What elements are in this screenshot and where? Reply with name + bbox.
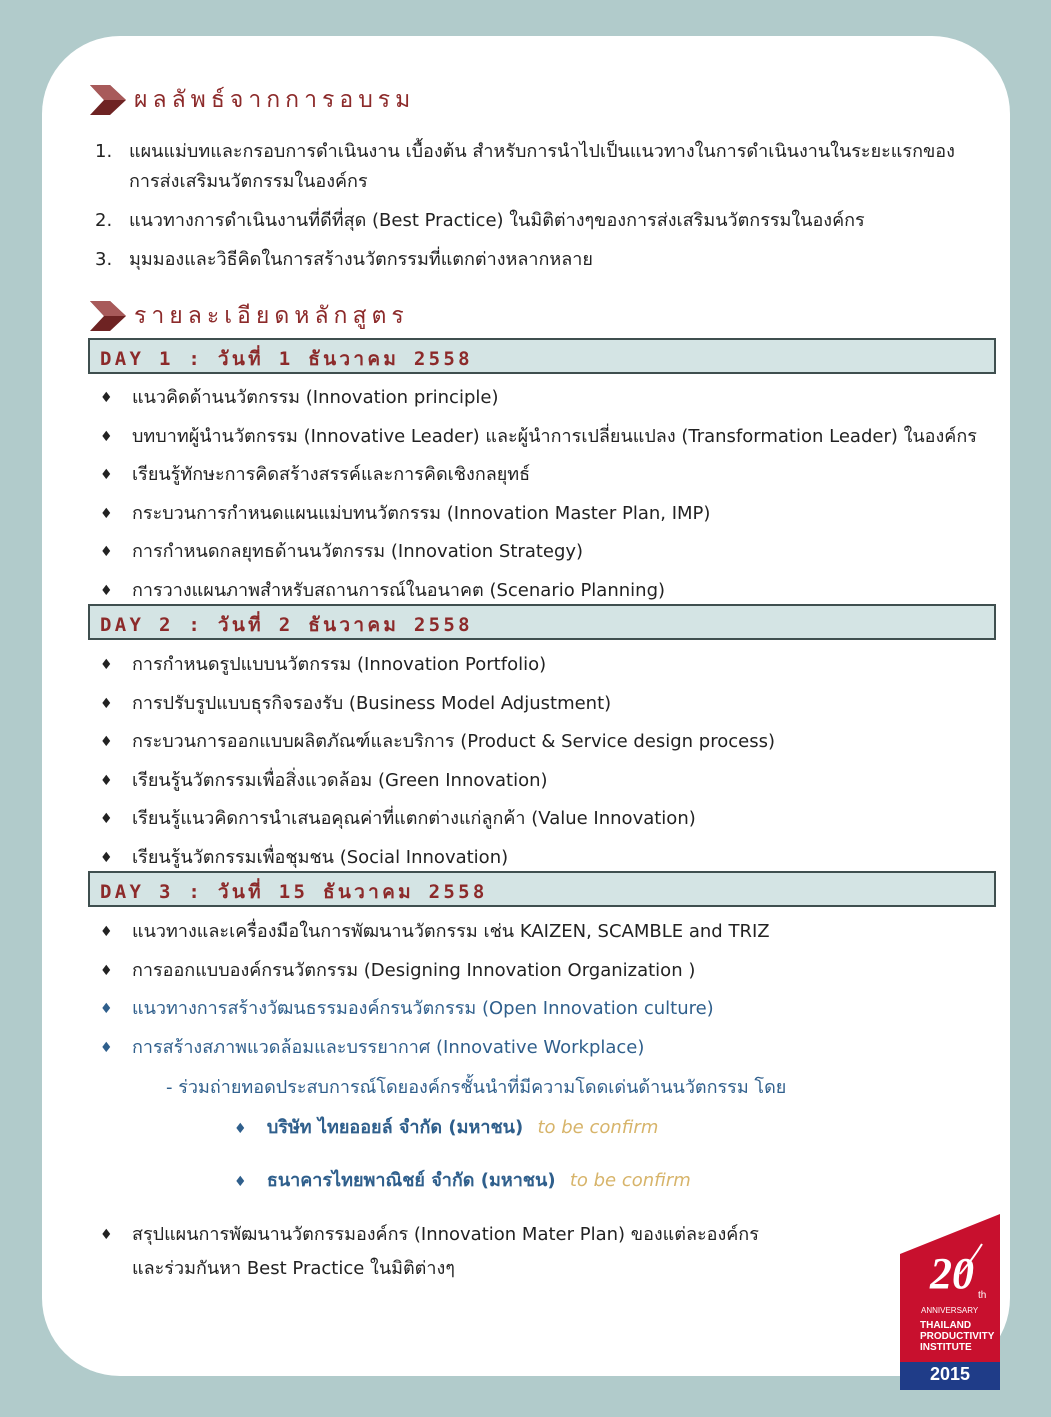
diamond-bullet-icon: ♦ bbox=[100, 962, 113, 979]
list-item: ♦ แนวทางการสร้างวัฒนธรรมองค์กรนวัตกรรม (Open Innovation culture) bbox=[100, 997, 1000, 1036]
list-item: ♦ เรียนรู้นวัตกรรมเพื่อสิ่งแวดล้อม (Green Innovation) bbox=[100, 769, 1000, 808]
diamond-bullet-icon: ♦ bbox=[100, 390, 113, 406]
list-item: ♦ การกำหนดรูปแบบนวัตกรรม (Innovation Portfolio) bbox=[100, 653, 1000, 692]
results-title: ผลลัพธ์จากการอบรม bbox=[134, 87, 416, 113]
diamond-bullet-icon: ♦ bbox=[100, 544, 113, 560]
list-item: ♦ การวางแผนภาพสำหรับสถานการณ์ในอนาคต (Scenario Planning) bbox=[100, 579, 1000, 618]
diamond-bullet-icon: ♦ bbox=[100, 924, 113, 940]
day-3-label: DAY 3 : วันที่ 15 ธันวาคม 2558 bbox=[100, 881, 488, 903]
item-number: 1. bbox=[95, 141, 113, 162]
day-2-bar bbox=[88, 604, 996, 640]
item-text: แผนแม่บทและกรอบการดำเนินงาน เบื้องต้น สำหรับการนำไปเป็นแนวทางในการดำเนินงานในระยะแรกของการส่งเสริมนวัตกรรมในองค์กร bbox=[129, 141, 955, 192]
day-1-list bbox=[100, 386, 1000, 617]
diamond-bullet-icon: ♦ bbox=[234, 1174, 247, 1190]
list-item bbox=[95, 245, 975, 275]
diamond-bullet-icon: ♦ bbox=[100, 772, 113, 789]
results-heading bbox=[88, 82, 415, 118]
diamond-bullet-icon: ♦ bbox=[100, 734, 113, 750]
list-item: ♦ การกำหนดกลยุทธด้านนวัตกรรม (Innovation Strategy) bbox=[100, 540, 1000, 579]
company-status: to be confirm bbox=[569, 1170, 691, 1191]
diamond-bullet-icon: ♦ bbox=[100, 1001, 113, 1017]
list-item: ♦ การสร้างสภาพแวดล้อมและบรรยากาศ (Innovative Workplace) bbox=[100, 1036, 1000, 1075]
diamond-bullet-icon: ♦ bbox=[100, 1227, 113, 1243]
logo-year: 2015 bbox=[930, 1364, 971, 1384]
logo-number: 20 bbox=[930, 1249, 974, 1298]
logo-anniversary: ANNIVERSARY bbox=[921, 1306, 979, 1315]
list-item: ♦ บทบาทผู้นำนวัตกรรม (Innovative Leader) และผู้นำการเปลี่ยนแปลง (Transformation Leader) ในองค์กร bbox=[100, 425, 1000, 464]
details-heading bbox=[88, 298, 409, 334]
details-title: รายละเอียดหลักสูตร bbox=[134, 303, 409, 329]
day-3-list bbox=[100, 920, 1000, 1074]
list-item: ♦ กระบวนการกำหนดแผนแม่บทนวัตกรรม (Innovation Master Plan, IMP) bbox=[100, 502, 1000, 541]
diamond-bullet-icon: ♦ bbox=[100, 849, 113, 866]
arrow-bullet-icon bbox=[88, 83, 128, 117]
sub-item: - ร่วมถ่ายทอดประสบการณ์โดยองค์กรชั้นนำที่มีความโดดเด่นด้านนวัตกรรม โดย bbox=[166, 1077, 787, 1098]
day-1-bar bbox=[88, 338, 996, 374]
results-list bbox=[95, 137, 975, 284]
list-item: ♦ เรียนรู้แนวคิดการนำเสนอคุณค่าที่แตกต่างแก่ลูกค้า (Value Innovation) bbox=[100, 807, 1000, 846]
company-name: ธนาคารไทยพาณิชย์ จำกัด (มหาชน) bbox=[266, 1170, 556, 1191]
summary-item: ♦ สรุปแผนการพัฒนานวัตกรรมองค์กร (Innovation Mater Plan) ของแต่ละองค์กร และร่วมกันหา Best Practice ในมิติต่างๆ bbox=[100, 1218, 759, 1286]
list-item bbox=[95, 137, 975, 197]
arrow-bullet-icon bbox=[88, 299, 128, 333]
list-item: ♦ แนวทางและเครื่องมือในการพัฒนานวัตกรรม เช่น KAIZEN, SCAMBLE and TRIZ bbox=[100, 920, 1000, 959]
item-number: 2. bbox=[95, 210, 113, 231]
item-text: แนวทางการดำเนินงานที่ดีที่สุด (Best Practice) ในมิติต่างๆของการส่งเสริมนวัตกรรมในองค์กร bbox=[129, 210, 865, 231]
diamond-bullet-icon: ♦ bbox=[100, 582, 113, 599]
diamond-bullet-icon: ♦ bbox=[234, 1121, 247, 1137]
logo-org-name: THAILAND PRODUCTIVITY INSTITUTE bbox=[920, 1320, 995, 1353]
company-name: บริษัท ไทยออยล์ จำกัด (มหาชน) bbox=[266, 1117, 524, 1138]
diamond-bullet-icon: ♦ bbox=[100, 505, 113, 522]
company-item bbox=[234, 1112, 658, 1141]
company-item bbox=[234, 1165, 691, 1194]
list-item: ♦ การปรับรูปแบบธุรกิจรองรับ (Business Model Adjustment) bbox=[100, 692, 1000, 731]
list-item: ♦ แนวคิดด้านนวัตกรรม (Innovation principle) bbox=[100, 386, 1000, 425]
diamond-bullet-icon: ♦ bbox=[100, 657, 113, 673]
diamond-bullet-icon: ♦ bbox=[100, 811, 113, 827]
logo-superscript: th bbox=[978, 1290, 987, 1301]
list-item: ♦ การออกแบบองค์กรนวัตกรรม (Designing Innovation Organization ) bbox=[100, 959, 1000, 998]
list-item: ♦ เรียนรู้นวัตกรรมเพื่อชุมชน (Social Innovation) bbox=[100, 846, 1000, 885]
company-status: to be confirm bbox=[537, 1117, 659, 1138]
list-item bbox=[95, 206, 975, 236]
day-3-bar bbox=[88, 871, 996, 907]
list-item: ♦ เรียนรู้ทักษะการคิดสร้างสรรค์และการคิดเชิงกลยุทธ์ bbox=[100, 463, 1000, 502]
day-2-label: DAY 2 : วันที่ 2 ธันวาคม 2558 bbox=[100, 614, 473, 636]
item-text: มุมมองและวิธีคิดในการสร้างนวัตกรรมที่แตกต่างหลากหลาย bbox=[129, 249, 593, 270]
day-2-list bbox=[100, 653, 1000, 884]
diamond-bullet-icon: ♦ bbox=[100, 428, 113, 445]
item-number: 3. bbox=[95, 249, 113, 270]
day-1-label: DAY 1 : วันที่ 1 ธันวาคม 2558 bbox=[100, 348, 473, 370]
diamond-bullet-icon: ♦ bbox=[100, 467, 113, 483]
diamond-bullet-icon: ♦ bbox=[100, 695, 113, 712]
list-item: ♦ กระบวนการออกแบบผลิตภัณฑ์และบริการ (Product & Service design process) bbox=[100, 730, 1000, 769]
diamond-bullet-icon: ♦ bbox=[100, 1039, 113, 1056]
